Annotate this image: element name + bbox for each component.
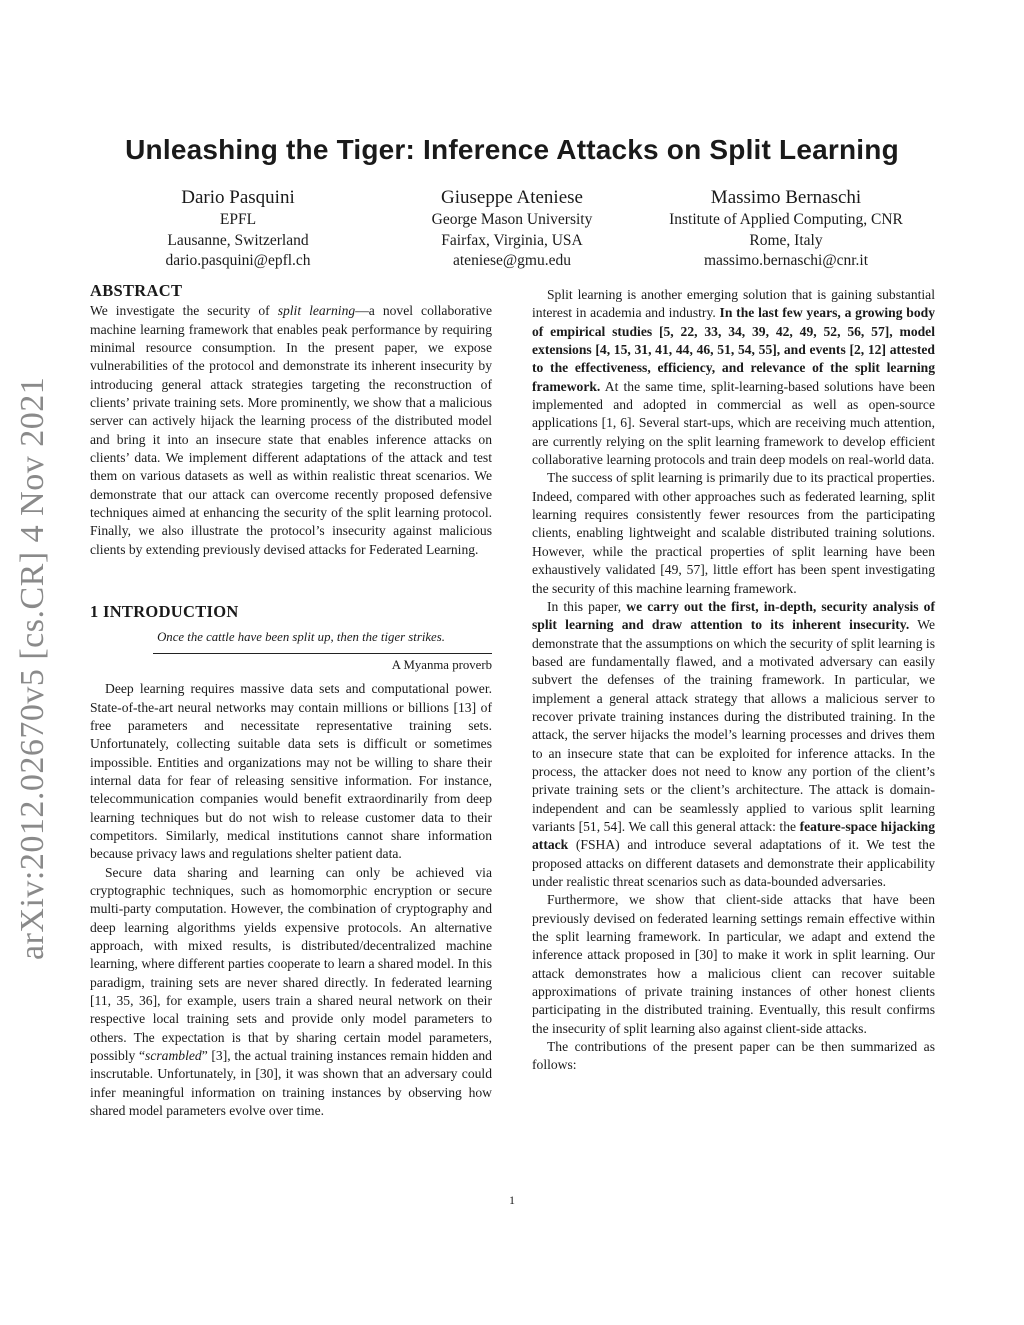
author-block-2 xyxy=(362,186,662,272)
author-email: dario.pasquini@epfl.ch xyxy=(165,252,311,269)
author-location: Fairfax, Virginia, USA xyxy=(441,231,583,249)
abstract-text: We investigate the security of split learning—a novel collaborative machine learning framework that enables peak performance by requiring minimal resource consumption. In the present paper, we expose vulnerabilities of the protocol and demonstrate its inherent insecurity by introducing general attack strategies targeting the reconstruction of clients’ private training sets. More prominently, we show that a malicious server can actively hijack the learning process of the distributed model and bring it into an insecure state that enables inference attacks on clients’ data. We implement different adaptations of the attack and test them on various datasets as well as within realistic threat scenarios. We demonstrate that our attack can overcome recently proposed defensive techniques aimed at enhancing the security of the split learning protocol. Finally, we also illustrate the protocol’s insecurity against malicious clients by extending previously devised attacks for Federated Learning. xyxy=(90,303,492,557)
right-paragraph-1: Split learning is another emerging solution that is gaining substantial interest in academia and industry. In the last few years, a growing body of empirical studies [5, 22, 33, 34, 39, 42, 49, 52, 56, 57], model extensions [4, 15, 31, 41, 44, 46, 51, 54, 55], and events [2, 12] attested to the effectiveness, efficiency, and relevance of the split learning framework. At the same time, split-learning-based solutions have been implemented and adopted in commercial as well as open-source applications [1, 6]. Several start-ups, which are receiving much attention, are currently relying on the split learning framework to develop efficient collaborative learning protocols and train deep models on real-world data. xyxy=(532,287,935,468)
abstract-heading: ABSTRACT xyxy=(90,281,183,300)
left-column xyxy=(90,282,492,1120)
intro-paragraph-1: Deep learning requires massive data sets and computational power. State-of-the-art neural networks may contain millions or billions [13] of free parameters and necessitate representative training sets. Unfortunately, collecting suitable data sets is difficult or sometimes impossible. Entities and organizations may not be willing to share their internal data for fear of releasing sensitive information. For instance, telecommunication companies would benefit extraordinarily from deep learning techniques but do not wish to release customer data to their competitors. Similarly, medical institutions cannot share information because privacy laws and regulations shelter patient data. xyxy=(90,681,492,862)
intro-paragraph-2: Secure data sharing and learning can only be achieved via cryptographic techniques, such as homomorphic encryption or secure multi-party computation. However, the combination of cryptography and deep learning algorithms yields expensive protocols. An alternative approach, with mixed results, is distributed/decentralized machine learning, where different parties cooperate to learn a shared model. In this paradigm, training sets are never shared directly. In federated learning [11, 35, 36], for example, users train a shared neural network on their respective local training sets and provide only model parameters to others. The expectation is that by sharing certain model parameters, possibly “scrambled” [3], the actual training instances remain hidden and inscrutable. Unfortunately, in [30], it was shown that an adversary could infer meaningful information on training instances by observing how shared model parameters evolve over time. xyxy=(90,864,492,1119)
author-location: Lausanne, Switzerland xyxy=(167,231,309,249)
paper-title: Unleashing the Tiger: Inference Attacks on Split Learning xyxy=(125,134,899,165)
right-paragraph-5: The contributions of the present paper can be then summarized as follows: xyxy=(532,1039,935,1073)
author-affiliation: George Mason University xyxy=(431,211,593,228)
author-name: Massimo Bernaschi xyxy=(710,187,862,208)
introduction-heading: 1 INTRODUCTION xyxy=(90,602,239,622)
epigraph-source: A Myanma proverb xyxy=(391,657,492,672)
epigraph-quote: Once the cattle have been split up, then the tiger strikes. xyxy=(157,629,445,644)
epigraph-rule xyxy=(153,653,492,654)
author-affiliation: Institute of Applied Computing, CNR xyxy=(669,211,903,228)
arxiv-identifier: arXiv:2012.02670v5 [cs.CR] 4 Nov 2021 xyxy=(14,376,51,960)
author-location: Rome, Italy xyxy=(749,231,823,249)
author-name: Giuseppe Ateniese xyxy=(441,187,583,208)
author-affiliation: EPFL xyxy=(219,211,257,228)
author-name: Dario Pasquini xyxy=(181,187,295,208)
author-email: ateniese@gmu.edu xyxy=(453,252,571,269)
right-paragraph-4: Furthermore, we show that client-side attacks that have been previously devised on federated learning settings remain effective within the split learning framework. In particular, we adapt and extend the inference attack proposed in [30] to make it work in split learning. Our attack demonstrates how a malicious client can recover suitable approximations of private training instances of other honest clients participating in the distributed training. Eventually, this result confirms the insecurity of split learning also against client-side attacks. xyxy=(532,892,935,1036)
author-email: massimo.bernaschi@cnr.it xyxy=(703,252,869,269)
page-number: 1 xyxy=(509,1193,515,1207)
author-block-3 xyxy=(636,186,936,272)
right-column xyxy=(532,286,935,1075)
right-paragraph-3: In this paper, we carry out the first, in-depth, security analysis of split learning and draw attention to its inherent insecurity. We demonstrate that the assumptions on which the security of split learning is based are fundamentally flawed, and a motivated adversary can easily subvert the defenses of the training framework. In particular, we implement a general attack strategy that allows a malicious server to recover private training instances during the distributed training. In the attack, the server hijacks the model’s learning processes and drives them to an insecure state that can be exploited for inference attacks. In the process, the attacker does not need to know any portion of the client’s private training sets or the client’s architecture. The attack is domain-independent and can be seamlessly applied to various split learning variants [51, 54]. We call this general attack: the feature-space hijacking attack (FSHA) and introduce several adaptations of it. We test the proposed attacks on different datasets and demonstrate their applicability under realistic threat scenarios such as data-bounded adversaries. xyxy=(532,598,935,889)
author-block-1 xyxy=(88,186,388,272)
right-paragraph-2: The success of split learning is primarily due to its practical properties. Indeed, compared with other approaches such as federated learning, split learning requires consistently fewer resources from the participating clients, enabling lightweight and scalable distributed training solutions. However, while the practical properties of split learning have been exhaustively validated [49, 57], little effort has been spent investigating the security of this machine learning framework. xyxy=(532,470,935,596)
